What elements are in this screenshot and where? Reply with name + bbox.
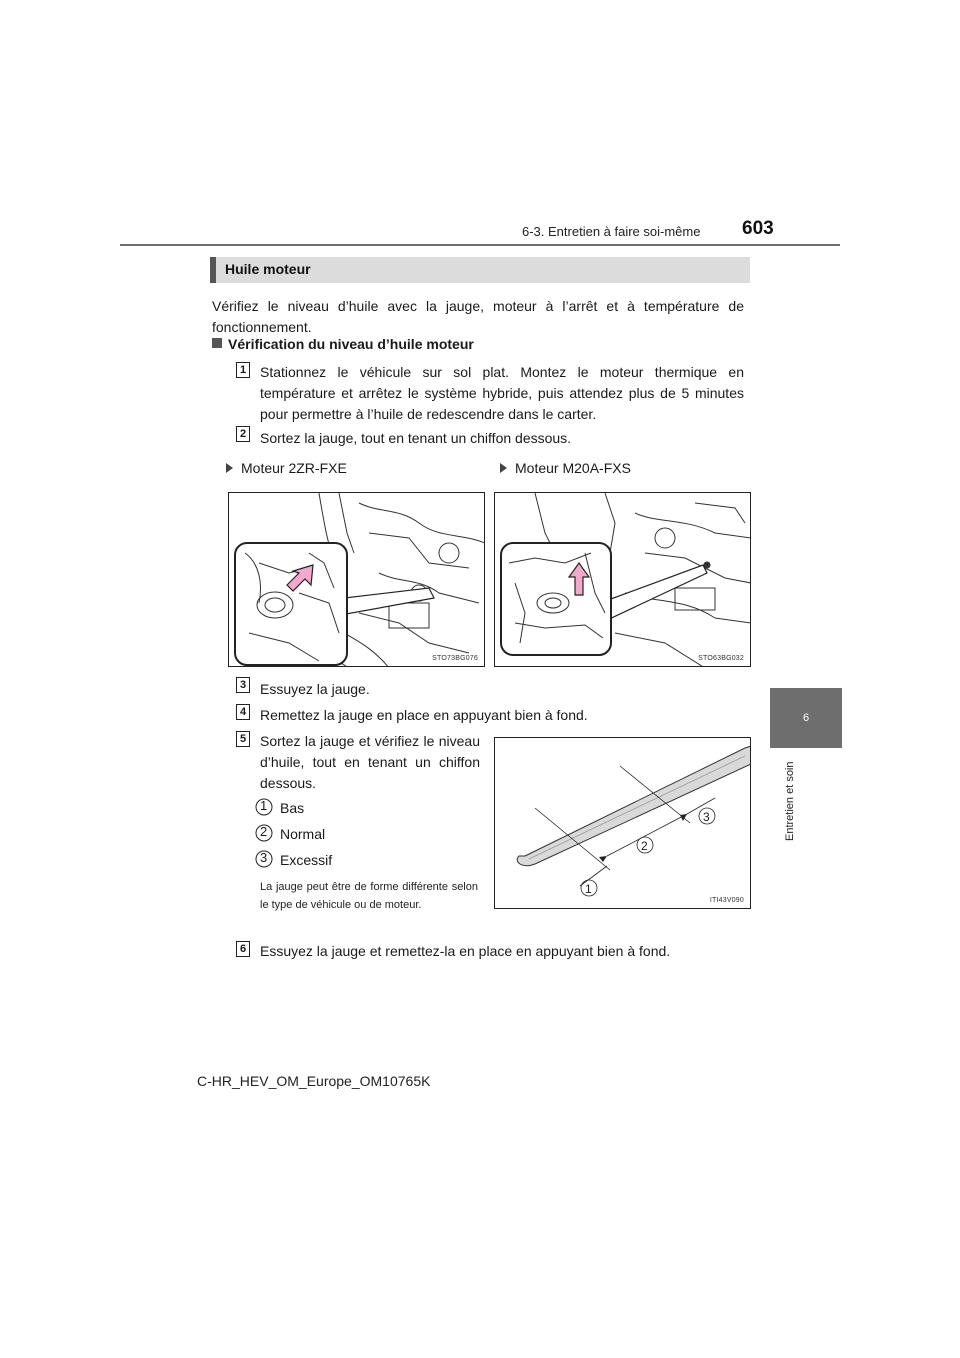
- chapter-tab[interactable]: 6: [770, 688, 842, 748]
- engine-figure-m20a: [494, 492, 751, 667]
- legend-number-3-text: 3: [260, 850, 268, 865]
- legend-label-2: Normal: [280, 826, 326, 842]
- step-number-4: 4: [236, 704, 250, 720]
- square-bullet-icon: [212, 338, 222, 348]
- variant-m20a: [500, 460, 631, 476]
- step-text-4: Remettez la jauge en place en appuyant bien à fond.: [260, 707, 588, 723]
- chapter-label: Entretien et soin: [784, 762, 796, 842]
- triangle-bullet-icon: [500, 463, 507, 473]
- intro-paragraph: Vérifiez le niveau d’huile avec la jauge, moteur à l’arrêt et à température de fonctionnement.: [212, 298, 744, 335]
- dipstick-callout-1: 1: [585, 882, 592, 896]
- section-title: Huile moteur: [225, 261, 311, 277]
- figure-code-2zr: STO73BG076: [432, 655, 478, 662]
- variant-2zr-label: Moteur 2ZR-FXE: [241, 460, 347, 476]
- legend-label-3: Excessif: [280, 852, 333, 868]
- step-text-3: Essuyez la jauge.: [260, 681, 370, 697]
- document-code: C-HR_HEV_OM_Europe_OM10765K: [197, 1073, 431, 1089]
- engine-illustration-2zr: [229, 493, 485, 667]
- legend-number-3: [255, 850, 273, 868]
- legend-label-1: Bas: [280, 800, 305, 816]
- dipstick-figure: [494, 737, 751, 909]
- step-number-5: 5: [236, 731, 250, 747]
- dipstick-callout-3: 3: [703, 810, 710, 824]
- step-number-6: 6: [236, 941, 250, 957]
- engine-illustration-m20a: [495, 493, 751, 667]
- triangle-bullet-icon: [226, 463, 233, 473]
- legend-number-1: [255, 798, 273, 816]
- step-number-3: 3: [236, 677, 250, 693]
- legend-number-2: [255, 824, 273, 842]
- note-text: La jauge peut être de forme différente selon le type de véhicule ou de moteur.: [260, 881, 478, 911]
- section-title-bar: [210, 257, 750, 283]
- page-number: 603: [742, 218, 774, 239]
- header-section-title: 6-3. Entretien à faire soi-même: [522, 224, 701, 239]
- variant-m20a-label: Moteur M20A-FXS: [515, 460, 631, 476]
- header-rule: [120, 244, 840, 246]
- legend-number-2-text: 2: [260, 824, 268, 839]
- step-text-6: Essuyez la jauge et remettez-la en place en appuyant bien à fond.: [260, 943, 671, 959]
- section-title-accent: [210, 257, 216, 283]
- step-number-2: 2: [236, 426, 250, 442]
- engine-figure-2zr: [228, 492, 485, 667]
- dipstick-callout-2: 2: [641, 839, 648, 853]
- step-text-2: Sortez la jauge, tout en tenant un chiffon dessous.: [260, 430, 572, 446]
- step-text-5: Sortez la jauge et vérifiez le niveau d’huile, tout en tenant un chiffon dessous.: [260, 733, 480, 791]
- subheading: [212, 336, 474, 352]
- variant-2zr: [226, 460, 347, 476]
- figure-code-dipstick: ITI43V090: [709, 897, 744, 904]
- step-text-1: Stationnez le véhicule sur sol plat. Montez le moteur thermique en température et arrêtez le système hybride, puis attendez plus de 5 minutes pour permettre à l’huile de redescendre dans le carter.: [260, 364, 744, 422]
- step-number-1: 1: [236, 362, 250, 378]
- dipstick-illustration: [495, 738, 751, 909]
- figure-code-m20a: STO63BG032: [698, 655, 744, 662]
- subheading-text: Vérification du niveau d’huile moteur: [228, 336, 474, 352]
- legend-number-1-text: 1: [260, 798, 268, 813]
